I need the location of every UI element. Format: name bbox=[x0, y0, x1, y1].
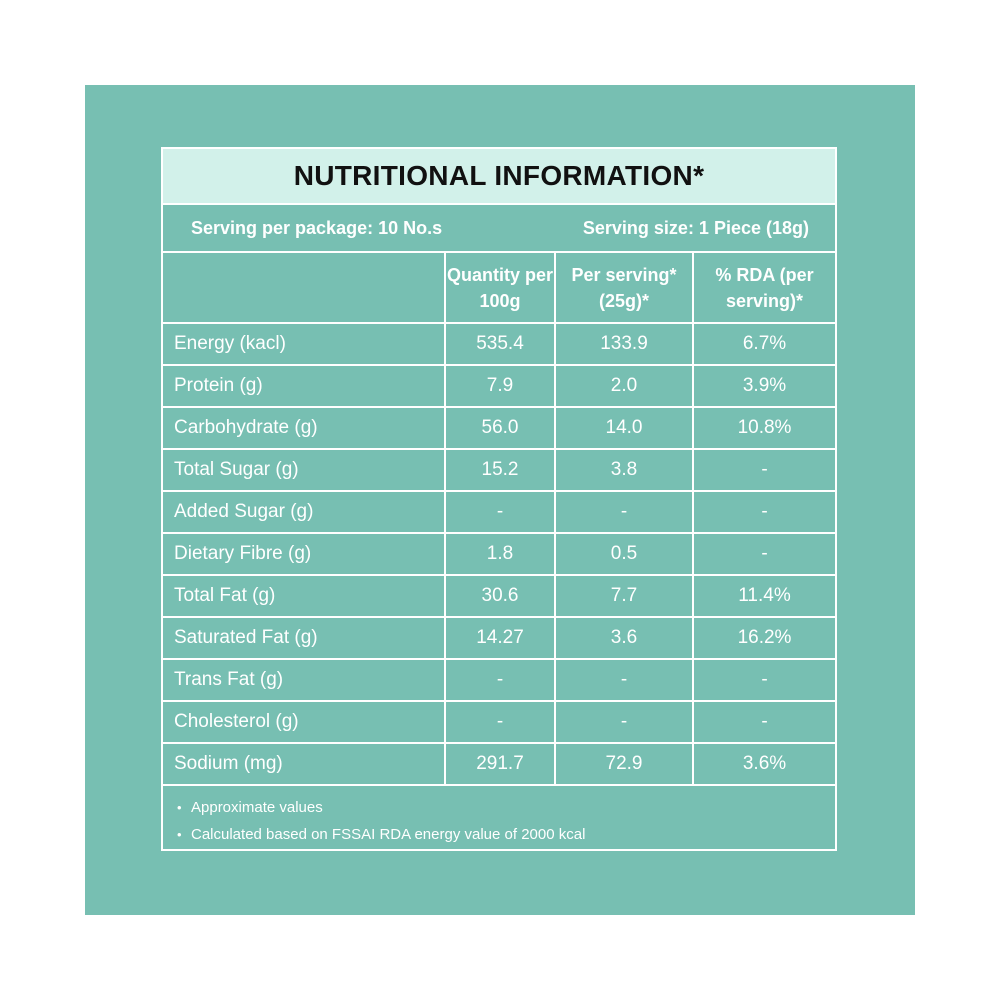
nutrient-name: Protein (g) bbox=[163, 365, 445, 407]
footnote-text: Approximate values bbox=[191, 799, 323, 816]
quantity-value: - bbox=[445, 659, 555, 701]
quantity-value: 14.27 bbox=[445, 617, 555, 659]
nutrient-name: Dietary Fibre (g) bbox=[163, 533, 445, 575]
nutrient-name: Saturated Fat (g) bbox=[163, 617, 445, 659]
nutrient-name: Energy (kacl) bbox=[163, 323, 445, 365]
rda-value: 3.9% bbox=[693, 365, 835, 407]
table-row bbox=[163, 533, 835, 575]
serving-value: 0.5 bbox=[555, 533, 693, 575]
bullet-icon: • bbox=[177, 800, 182, 815]
header-per-serving: Per serving* (25g)* bbox=[555, 253, 693, 323]
table-row bbox=[163, 575, 835, 617]
nutrient-name: Added Sugar (g) bbox=[163, 491, 445, 533]
table-row bbox=[163, 743, 835, 785]
bullet-icon: • bbox=[177, 827, 182, 842]
table-row bbox=[163, 449, 835, 491]
rda-value: - bbox=[693, 659, 835, 701]
rda-value: 3.6% bbox=[693, 743, 835, 785]
nutrition-table bbox=[163, 253, 835, 786]
table-row bbox=[163, 407, 835, 449]
quantity-value: 7.9 bbox=[445, 365, 555, 407]
serving-info-row bbox=[163, 205, 835, 253]
serving-value: - bbox=[555, 491, 693, 533]
nutrition-card bbox=[161, 147, 837, 851]
table-row bbox=[163, 617, 835, 659]
table-row bbox=[163, 659, 835, 701]
quantity-value: - bbox=[445, 701, 555, 743]
rda-value: 11.4% bbox=[693, 575, 835, 617]
serving-size: Serving size: 1 Piece (18g) bbox=[582, 218, 809, 238]
header-rda: % RDA (per serving)* bbox=[693, 253, 835, 323]
quantity-value: 56.0 bbox=[445, 407, 555, 449]
serving-value: - bbox=[555, 701, 693, 743]
footnote-text: Calculated based on FSSAI RDA energy value of 2000 kcal bbox=[191, 826, 586, 843]
table-row bbox=[163, 701, 835, 743]
serving-value: 72.9 bbox=[555, 743, 693, 785]
nutrient-name: Carbohydrate (g) bbox=[163, 407, 445, 449]
nutrition-title: NUTRITIONAL INFORMATION* bbox=[163, 149, 835, 205]
rda-value: - bbox=[693, 491, 835, 533]
header-nutrient bbox=[163, 253, 445, 323]
rda-value: 16.2% bbox=[693, 617, 835, 659]
nutrient-name: Sodium (mg) bbox=[163, 743, 445, 785]
quantity-value: 1.8 bbox=[445, 533, 555, 575]
rda-value: - bbox=[693, 449, 835, 491]
rda-value: - bbox=[693, 701, 835, 743]
quantity-value: 535.4 bbox=[445, 323, 555, 365]
quantity-value: 291.7 bbox=[445, 743, 555, 785]
header-quantity-per-100g: Quantity per 100g bbox=[445, 253, 555, 323]
nutrient-name: Trans Fat (g) bbox=[163, 659, 445, 701]
table-row bbox=[163, 323, 835, 365]
rda-value: 10.8% bbox=[693, 407, 835, 449]
footnote-item bbox=[177, 821, 835, 848]
serving-value: - bbox=[555, 659, 693, 701]
serving-value: 133.9 bbox=[555, 323, 693, 365]
footnote-item bbox=[177, 794, 835, 821]
serving-value: 14.0 bbox=[555, 407, 693, 449]
serving-value: 2.0 bbox=[555, 365, 693, 407]
table-row bbox=[163, 491, 835, 533]
quantity-value: 15.2 bbox=[445, 449, 555, 491]
serving-value: 7.7 bbox=[555, 575, 693, 617]
quantity-value: - bbox=[445, 491, 555, 533]
nutrient-name: Total Sugar (g) bbox=[163, 449, 445, 491]
serving-value: 3.6 bbox=[555, 617, 693, 659]
rda-value: 6.7% bbox=[693, 323, 835, 365]
table-row bbox=[163, 365, 835, 407]
rda-value: - bbox=[693, 533, 835, 575]
serving-per-package: Serving per package: 10 No.s bbox=[191, 218, 443, 238]
nutrient-name: Cholesterol (g) bbox=[163, 701, 445, 743]
serving-value: 3.8 bbox=[555, 449, 693, 491]
quantity-value: 30.6 bbox=[445, 575, 555, 617]
footnotes bbox=[163, 786, 835, 849]
nutrient-name: Total Fat (g) bbox=[163, 575, 445, 617]
table-header-row bbox=[163, 253, 835, 323]
